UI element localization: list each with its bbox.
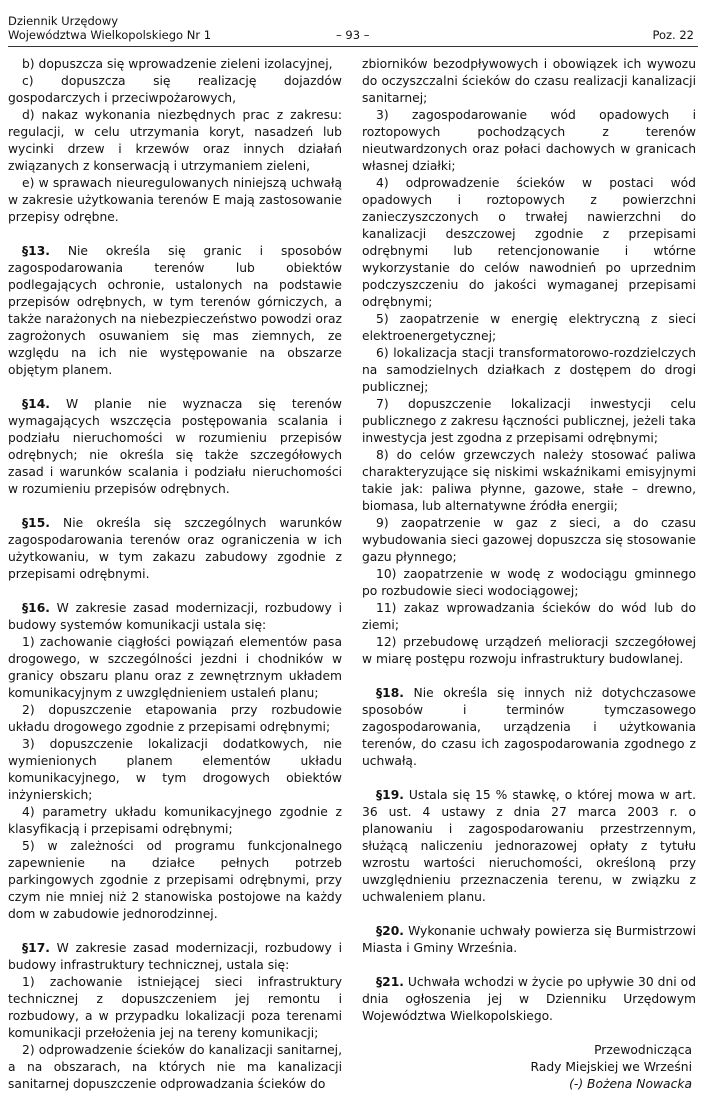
section-label: §17. <box>22 941 50 955</box>
page-header <box>8 14 694 42</box>
section-label: §21. <box>376 975 404 989</box>
right-column <box>362 56 696 1093</box>
list-item: 4) odprowadzenie ścieków w postaci wód opadowych i roztopowych z powierzchni zanieczyszczonych o trwałej nawierzchni do kanalizacji deszczowej zgodnie z przepisami odrębnymi lub retencjonowanie i wtórne wykorzystanie do celów nawodnień po uprzednim podczyszczeniu do jakości wymaganej przepisami odrębnymi; <box>362 176 696 309</box>
section-label: §19. <box>376 788 404 802</box>
signature-name: (-) Bożena Nowacka <box>569 1077 692 1091</box>
section-label: §18. <box>376 686 404 700</box>
journal-title: Dziennik Urzędowy <box>8 14 119 28</box>
section-text: Nie określa się innych niż dotychczasowe sposobów i terminów tymczasowego zagospodarowania, urządzenia i użytkowania terenów, do czasu ich zagospodarowania zgodnego z uchwałą. <box>362 686 696 768</box>
list-item: 12) przebudowę urządzeń melioracji szczegółowej w miarę postępu rozwoju infrastruktury budowlanej. <box>362 635 696 666</box>
list-item: 8) do celów grzewczych należy stosować paliwa charakteryzujące się niskimi wskaźnikami emisyjnymi takie jak: paliwa płynne, gazowe, stałe – drewno, biomasa, lub alternatywne źródła energii; <box>362 448 696 513</box>
section-label: §16. <box>22 601 50 615</box>
section-21 <box>362 974 696 1025</box>
list-item: 5) w zależności od programu funkcjonalnego zapewnienie na działce pełnych potrzeb parkingowych zgodnie z przepisami odrębnymi, przy czym nie mniej niż 2 stanowiska postojowe na każdy dom w zabudowie jednorodzinnej. <box>8 839 342 921</box>
section-20 <box>362 923 696 957</box>
list-item: 3) zagospodarowanie wód opadowych i roztopowych pochodzących z terenów nieutwardzonych oraz połaci dachowych w granicach własnej działki; <box>362 108 696 173</box>
section-19 <box>362 787 696 906</box>
list-item: 9) zaopatrzenie w gaz z sieci, a do czasu wybudowania sieci gazowej dopuszcza się stosowanie gazu płynnego; <box>362 516 696 564</box>
section-text: W zakresie zasad modernizacji, rozbudowy i budowy systemów komunikacji ustala się: <box>8 601 342 632</box>
list-item: 5) zaopatrzenie w energię elektryczną z sieci elektroenergetycznej; <box>362 312 696 343</box>
list-item: 6) lokalizacja stacji transformatorowo-rozdzielczych na samodzielnych działkach z dostępem do drogi publicznej; <box>362 346 696 394</box>
paragraph: b) dopuszcza się wprowadzenie zieleni izolacyjnej, <box>22 57 333 71</box>
list-item: 1) zachowanie ciągłości powiązań elementów pasa drogowego, w szczególności jezdni i chodników w granicy obszaru planu oraz z zewnętrznym układem komunikacyjnym z uwzględnieniem ustaleń planu; <box>8 635 342 700</box>
province-title: Województwa Wielkopolskiego Nr 1 <box>8 28 212 42</box>
section-16 <box>8 600 342 634</box>
left-column <box>8 56 342 1093</box>
list-item: 2) odprowadzenie ścieków do kanalizacji sanitarnej, a na obszarach, na których nie ma kanalizacji sanitarnej dopuszczenie odprowadzania ścieków do <box>8 1043 342 1091</box>
paragraph: e) w sprawach nieuregulowanych niniejszą uchwałą w zakresie użytkowania terenów E mają zastosowanie przepisy odrębne. <box>8 176 342 224</box>
signature-block <box>362 1042 696 1093</box>
list-item: 7) dopuszczenie lokalizacji inwestycji celu publicznego z zakresu łączności publicznej, jeżeli taka inwestycja jest zgodna z przepisami odrębnymi; <box>362 397 696 445</box>
section-14 <box>8 396 342 498</box>
signature-council: Rady Miejskiej we Wrześni <box>530 1060 692 1074</box>
paragraph: d) nakaz wykonania niezbędnych prac z zakresu: regulacji, w celu utrzymania koryt, nasadzeń lub wycinki drzew i krzewów oraz innych działań związanych z konserwacją i utrzymaniem zieleni, <box>8 108 342 173</box>
list-item: 2) dopuszczenie etapowania przy rozbudowie układu drogowego zgodnie z przepisami odrębnymi; <box>8 703 342 734</box>
section-label: §20. <box>376 924 404 938</box>
list-item: 1) zachowanie istniejącej sieci infrastruktury technicznej z dopuszczeniem jej remontu i rozbudowy, a w przypadku lokalizacji poza terenami komunikacji przełożenia jej na tereny komunikacji; <box>8 975 342 1040</box>
list-item: 4) parametry układu komunikacyjnego zgodnie z klasyfikacją i przepisami odrębnymi; <box>8 805 342 836</box>
section-text: Wykonanie uchwały powierza się Burmistrzowi Miasta i Gminy Września. <box>362 924 696 955</box>
header-divider <box>8 46 698 47</box>
section-text: Nie określa się granic i sposobów zagospodarowania terenów lub obiektów podlegających ochronie, ustalonych na podstawie przepisów odrębnych, w tym terenów górniczych, a także narażonych na niebezpieczeństwo powodzi oraz zagrożonych osuwaniem się mas ziemnych, ze względu na ich nie występowanie na obszarze objętym planem. <box>8 244 342 377</box>
section-text: Uchwała wchodzi w życie po upływie 30 dni od dnia ogłoszenia jej w Dzienniku Urzędowym Województwa Wielkopolskiego. <box>362 975 696 1023</box>
section-label: §15. <box>22 516 50 530</box>
paragraph: c) dopuszcza się realizację dojazdów gospodarczych i przeciwpożarowych, <box>8 74 342 105</box>
list-item-continued: zbiorników bezodpływowych i obowiązek ich wywozu do oczyszczalni ścieków do czasu realizacji kanalizacji sanitarnej; <box>362 57 696 105</box>
header-row <box>8 28 694 42</box>
section-text: W zakresie zasad modernizacji, rozbudowy i budowy infrastruktury technicznej, ustala się: <box>8 941 342 972</box>
section-17 <box>8 940 342 974</box>
section-text: Ustala się 15 % stawkę, o której mowa w art. 36 ust. 4 ustawy z dnia 27 marca 2003 r. o planowaniu i zagospodarowaniu przestrzennym, służącą naliczeniu jednorazowej opłaty z tytułu wzrostu wartości nieruchomości, określoną przy uwzględnieniu przeznaczenia terenu, w związku z uchwaleniem planu. <box>362 788 696 904</box>
list-item: 3) dopuszczenie lokalizacji dodatkowych, nie wymienionych planem elementów układu komunikacyjnego, w tym drogowych obiektów inżynierskich; <box>8 737 342 802</box>
position-number: Poz. 22 <box>652 28 694 42</box>
section-label: §13. <box>22 244 50 258</box>
list-item: 11) zakaz wprowadzania ścieków do wód lub do ziemi; <box>362 601 696 632</box>
section-label: §14. <box>22 397 50 411</box>
list-item: 10) zaopatrzenie w wodę z wodociągu gminnego po rozbudowie sieci wodociągowej; <box>362 567 696 598</box>
section-18 <box>362 685 696 770</box>
section-15 <box>8 515 342 583</box>
page-number: – 93 – <box>336 28 370 42</box>
signature-title: Przewodnicząca <box>594 1043 692 1057</box>
section-13 <box>8 243 342 379</box>
section-text: W planie nie wyznacza się terenów wymagających wszczęcia postępowania scalania i podziału nieruchomości w rozumieniu przepisów odrębnych; nie określa się także szczegółowych zasad i warunków scalania i podziału nieruchomości w rozumieniu przepisów odrębnych. <box>8 397 342 496</box>
section-text: Nie określa się szczególnych warunków zagospodarowania terenów oraz ograniczenia w ich użytkowaniu, w tym zakazu zabudowy zgodnie z przepisami odrębnymi. <box>8 516 342 581</box>
